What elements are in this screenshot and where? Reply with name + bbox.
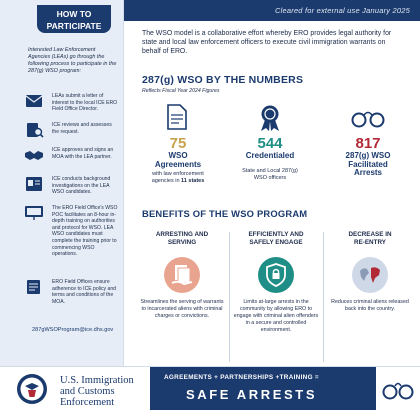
stat-label-line-1: Credentialed: [245, 151, 295, 160]
benefit-title-line-1: ARRESTING AND: [155, 231, 209, 238]
slogan-band: [150, 367, 376, 410]
stat-credentialed: [226, 135, 314, 182]
benefit-title: [138, 231, 226, 253]
stat-label-line-3: Arrests: [353, 168, 382, 178]
document-icon: [166, 104, 188, 130]
step-text: ICE approves and signs an MOA with the LEA partner.: [52, 147, 114, 160]
benefit-divider: [229, 232, 230, 362]
stat-label-line-1: WSO: [168, 151, 188, 160]
stat-sub-line-1: State and Local 287(g): [242, 167, 298, 174]
dhs-seal-icon: [16, 373, 48, 405]
cleared-note: Cleared for external use January 2025: [275, 6, 410, 15]
step-text: ERO Field Offices ensure adherence to ICE policy and terms and conditions of the MOA.: [52, 279, 116, 305]
stat-sub: [136, 171, 220, 185]
benefit-arresting-serving: [138, 231, 226, 320]
benefit-description: Streamlines the serving of warrants to incarcerated aliens with criminal charges or convictions.: [140, 299, 224, 319]
benefit-description: Reduces criminal aliens released back into the country.: [331, 299, 409, 312]
badge-line-1: HOW TO: [56, 9, 92, 19]
benefits-title: BENEFITS OF THE WSO PROGRAM: [142, 208, 308, 219]
step-text: ICE conducts background investigations on the LEA WSO candidates.: [52, 176, 111, 196]
benefit-divider: [323, 232, 324, 362]
step-text: LEAs submit a letter of interest to the local ICE ERO Field Office Director.: [52, 93, 118, 113]
stat-label-line-2: Facilitated: [348, 159, 388, 169]
stat-arrests: [322, 135, 414, 178]
numbers-title: 287(g) WSO BY THE NUMBERS: [142, 74, 304, 86]
stat-sub-line-1: with law enforcement: [152, 171, 204, 178]
step-text: The ERO Field Office's WSO POC facilitates an 8-hour in-depth training on authorities and protocol for WSO. LEA WSO candidates must complete the training prior to commencing WSO operations.: [52, 205, 118, 258]
badge-line-2: PARTICIPATE: [46, 21, 102, 31]
stat-sub: [226, 168, 314, 182]
benefit-title: [326, 231, 414, 253]
review-icon: [24, 122, 44, 138]
program-email-link[interactable]: 287gWSOProgram@ice.dhs.gov: [32, 327, 114, 333]
stat-label-line-2: Agreements: [154, 159, 202, 169]
handcuffs-icon: [382, 377, 414, 403]
agency-line-3: Enforcement: [60, 397, 115, 408]
benefit-title-line-2: SAFELY ENGAGE: [249, 239, 303, 246]
footer: [0, 366, 420, 410]
benefit-title: [232, 231, 320, 253]
handcuffs-icon: [351, 107, 385, 129]
slogan-equation: AGREEMENTS + PARTNERSHIPS +TRAINING =: [164, 374, 319, 381]
stat-sub-line-2: WSO officers: [253, 174, 287, 181]
step-text: ICE reviews and assesses the request.: [52, 122, 112, 135]
world-map-icon: [352, 257, 388, 293]
sidebar-how-to-participate: [0, 0, 124, 366]
benefit-efficiently-engage: [232, 231, 320, 334]
stat-agreements: [136, 135, 220, 185]
benefit-title-line-1: EFFICIENTLY AND: [248, 231, 304, 238]
benefit-title-line-2: SERVING: [167, 239, 197, 246]
documents-hand-icon: [164, 257, 200, 293]
intro-paragraph: The WSO model is a collaborative effort whereby ERO provides legal authority for state and local law enforcement officers to execute civil immigration warrants on behalf of ERO.: [142, 30, 392, 55]
stat-value: 75: [169, 135, 187, 152]
stat-sub-states: 11 states: [181, 178, 205, 185]
slogan-safe-arrests: SAFE ARRESTS: [186, 387, 318, 402]
award-ribbon-icon: [258, 104, 282, 132]
stat-sub-line-2: agencies in: [151, 178, 182, 185]
benefit-title-line-1: DECREASE IN: [348, 231, 392, 238]
agency-name: [60, 375, 134, 408]
benefit-decrease-reentry: [326, 231, 414, 313]
stat-value: 817: [355, 135, 381, 152]
stat-label-line-1: 287(g) WSO: [345, 151, 391, 160]
training-icon: [24, 205, 44, 221]
letter-icon: [24, 93, 44, 109]
background-check-icon: [24, 176, 44, 192]
policy-icon: [24, 279, 44, 295]
how-to-participate-badge: [37, 5, 111, 33]
sidebar-intro: Interested Law Enforcement Agencies (LEAs) go through the following process to participate in the 287(g) WSO program:: [28, 47, 117, 74]
benefit-title-line-2: RE-ENTRY: [354, 239, 386, 246]
stat-value: 544: [257, 135, 283, 152]
shield-icon: [258, 257, 294, 293]
agency-line-2: and Customs: [60, 386, 115, 397]
benefit-description: Limits at-large arrests in the community by allowing ERO to engage with criminal alien offenders in a secure and controlled environment.: [233, 299, 319, 333]
agency-line-1: U.S. Immigration: [60, 375, 134, 386]
handshake-icon: [24, 147, 44, 163]
numbers-subtitle: Reflects Fiscal Year 2024 Figures: [142, 88, 220, 94]
